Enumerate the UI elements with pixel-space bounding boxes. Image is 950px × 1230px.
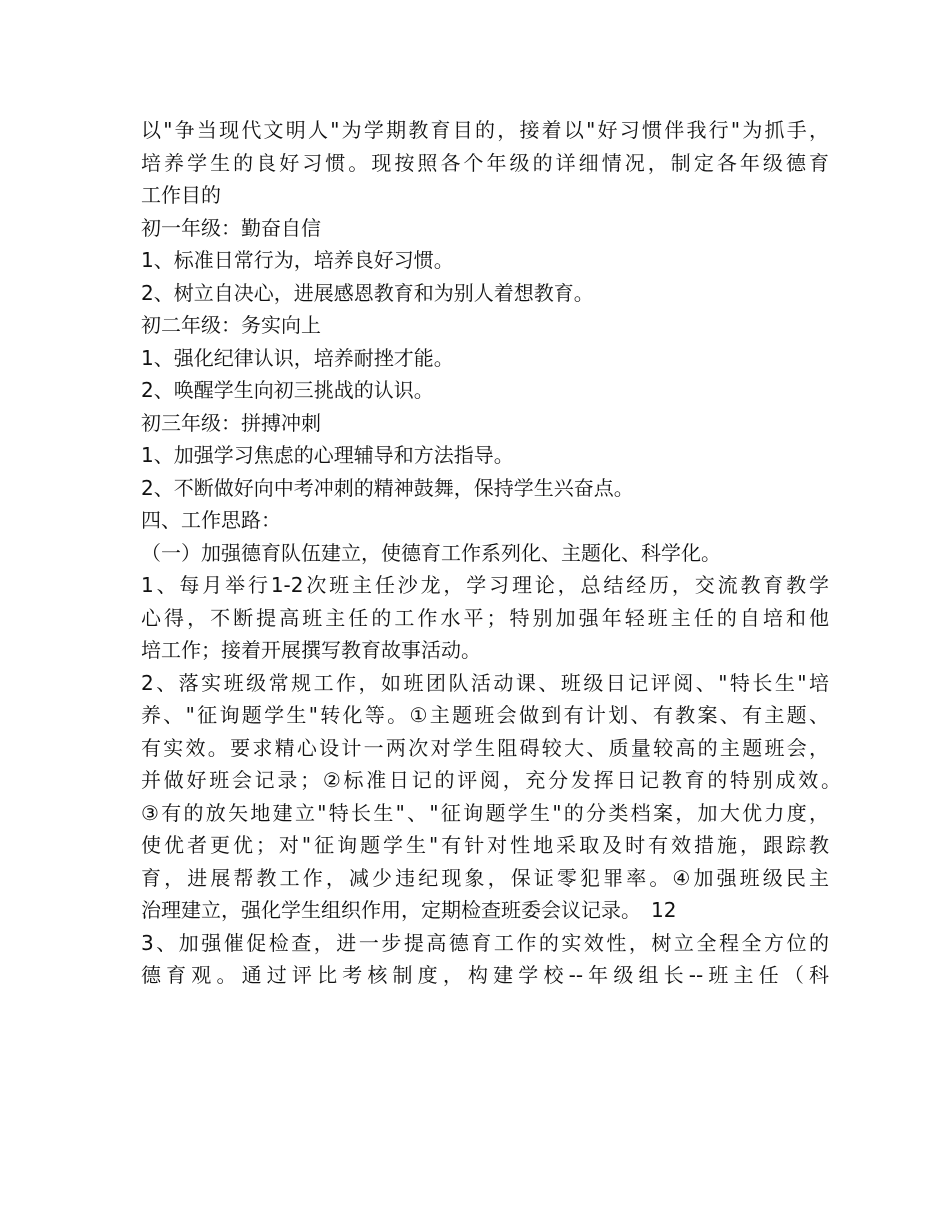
list-item: 2、不断做好向中考冲刺的精神鼓舞，保持学生兴奋点。	[141, 475, 634, 500]
document-body	[141, 114, 841, 992]
list-item: 2、唤醒学生向初三挑战的认识。	[141, 378, 434, 402]
list-item: 1、强化纪律认识，培养耐挫才能。	[141, 345, 454, 370]
paragraph-line: 并做好班会记录；②标准日记的评阅，充分发挥日记教育的特别成效。	[141, 768, 841, 792]
grade-heading: 初一年级：勤奋自信	[141, 215, 321, 240]
paragraph-line: 心得，不断提高班主任的工作水平；特别加强年轻班主任的自培和他	[141, 605, 829, 630]
paragraph-line: 1、每月举行1-2次班主任沙龙，学习理论，总结经历，交流教育教学	[141, 573, 829, 597]
paragraph-line: 培养学生的良好习惯。现按照各个年级的详细情况，制定各年级德育	[141, 150, 829, 175]
paragraph-line: 有实效。要求精心设计一两次对学生阻碍较大、质量较高的主题班会，	[141, 735, 829, 760]
paragraph-line: 养、"征询题学生"转化等。①主题班会做到有计划、有教案、有主题、	[141, 703, 829, 727]
grade-heading: 初二年级：务实向上	[141, 313, 321, 337]
paragraph-line: 2、落实班级常规工作，如班团队活动课、班级日记评阅、"特长生"培	[141, 670, 829, 695]
paragraph-line: 德育观。通过评比考核制度，构建学校--年级组长--班主任（科	[141, 963, 829, 987]
paragraph-line: 3、加强催促检查，进一步提高德育工作的实效性，树立全程全方位的	[141, 930, 829, 955]
paragraph-line: 育，进展帮教工作，减少违纪现象，保证零犯罪率。④加强班级民主	[141, 865, 829, 890]
paragraph-line: ③有的放矢地建立"特长生"、"征询题学生"的分类档案，加大优力度，	[141, 800, 829, 825]
grade-heading: 初三年级：拼搏冲刺	[141, 410, 321, 435]
paragraph-line: 以"争当现代文明人"为学期教育目的，接着以"好习惯伴我行"为抓手，	[141, 118, 829, 142]
section-heading: 四、工作思路：	[141, 508, 281, 532]
paragraph-line: 治理建立，强化学生组织作用，定期检查班委会议记录。 12	[141, 898, 677, 922]
list-item: 1、标准日常行为，培养良好习惯。	[141, 248, 454, 272]
list-item: 1、加强学习焦虑的心理辅导和方法指导。	[141, 443, 514, 467]
paragraph-line: 使优者更优；对"征询题学生"有针对性地采取及时有效措施，跟踪教	[141, 833, 829, 857]
subsection-heading: （一）加强德育队伍建立，使德育工作系列化、主题化、科学化。	[141, 540, 721, 565]
paragraph-line: 培工作；接着开展撰写教育故事活动。	[141, 638, 481, 662]
list-item: 2、树立自决心，进展感恩教育和为别人着想教育。	[141, 280, 594, 305]
paragraph-line: 工作目的	[141, 183, 221, 207]
